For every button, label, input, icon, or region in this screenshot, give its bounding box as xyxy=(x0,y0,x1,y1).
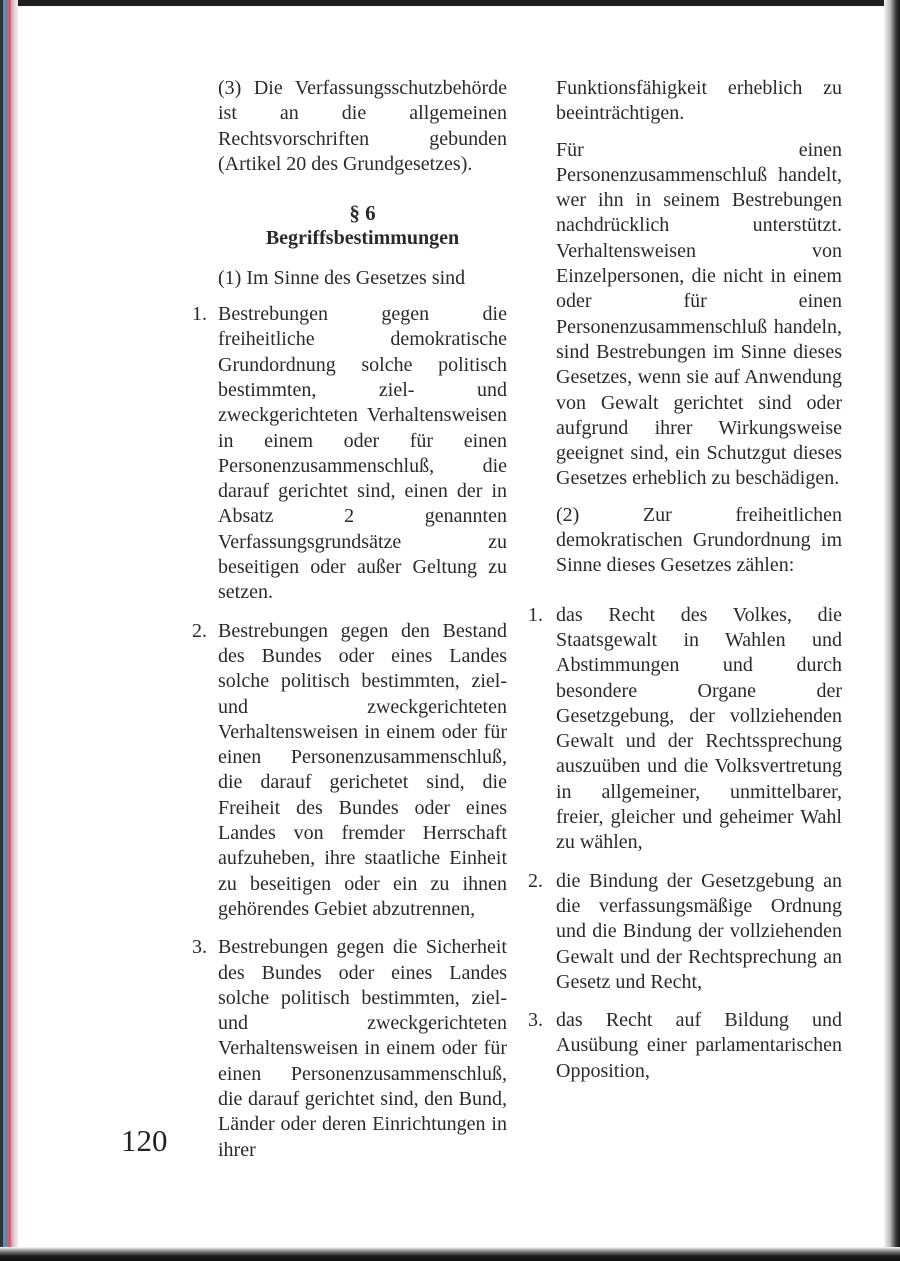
list-item-number: 1. xyxy=(528,603,543,626)
list-item-number: 2. xyxy=(528,869,543,892)
list-item-text: das Recht auf Bildung und Ausübung einer parlamentarischen Opposition, xyxy=(556,1009,842,1082)
scan-top-edge xyxy=(0,0,900,6)
list-item xyxy=(192,935,507,1163)
list-item-text: Bestrebungen gegen die freiheitliche demokratische Grundordnung solche politisch bestimmten, ziel- und zweckgerichteten Verhaltensweisen in einem oder für einen Personenzusammenschluß, die darauf gerichtet sind, einen der in Absatz 2 genannten Verfassungsgrundsätze zu beseitigen oder außer Geltung zu setzen. xyxy=(218,303,507,604)
scan-bottom-edge xyxy=(0,1247,900,1261)
paragraph-3: (3) Die Verfassungsschutzbehörde ist an die allgemeinen Rechtsvorschriften gebunden (Artikel 20 des Grundgesetzes). xyxy=(218,77,507,175)
list-item xyxy=(528,1008,842,1084)
paragraph-definition: Für einen Personenzusammenschluß handelt, wer ihn in seinem Bestrebungen nachdrücklich unterstützt. Verhaltensweisen von Einzelpersonen, die nicht in einem oder für einen Personenzusammenschluß handeln, sind Bestrebungen im Sinne dieses Gesetzes, wenn sie auf Anwendung von Gewalt gerichtet sind oder aufgrund ihrer Wirkungsweise geeignet sind, ein Schutzgut dieses Gesetzes erheblich zu beschädigen. xyxy=(556,138,842,490)
list-item-text: Bestrebungen gegen die Sicherheit des Bundes oder eines Landes solche politisch bestimmten, ziel- und zweckgerichteten Verhaltensweisen in einem oder für einen Personenzusammenschluß, die darauf gerichtet sind, den Bund, Länder oder deren Einrichtungen in ihrer xyxy=(218,936,507,1161)
left-column xyxy=(192,76,507,1176)
page-number: 120 xyxy=(121,1123,168,1158)
list-item-text: das Recht des Volkes, die Staatsgewalt in Wahlen und Abstimmungen und durch besondere Organe der Gesetzgebung, der vollziehenden Gewalt und der Rechtssprechung auszuüben und die Volksvertretung in allgemeiner, unmittelbarer, freier, gleicher und geheimer Wahl zu wählen, xyxy=(556,603,842,854)
section-number: § 6 xyxy=(349,201,376,226)
right-column xyxy=(528,76,842,1097)
continuation-text: Funktionsfähigkeit erheblich zu beeinträchtigen. xyxy=(556,77,842,125)
list-item xyxy=(528,603,842,856)
scan-right-edge xyxy=(884,0,900,1261)
list-item-number: 1. xyxy=(192,303,207,326)
list-item-number: 2. xyxy=(192,619,207,642)
list-item-number: 3. xyxy=(192,936,207,959)
list-item-text: Bestrebungen gegen den Bestand des Bundes oder eines Landes solche politisch bestimmten, ziel- und zweckgerichteten Verhaltensweisen in einem oder für einen Personenzusammenschluß, die darauf gerichetet sind, die Freiheit des Bundes oder eines Landes von fremder Herrschaft aufzuheben, ihre staatliche Einheit zu beseitigen oder ein zu ihnen gehörendes Gebiet abzutrennen, xyxy=(218,619,507,920)
list-item xyxy=(192,302,507,606)
paragraph-1-intro: (1) Im Sinne des Gesetzes sind xyxy=(218,266,466,289)
section-title: Begriffsbestimmungen xyxy=(265,227,460,250)
book-spine-edge xyxy=(0,0,18,1261)
list-item-text: die Bindung der Gesetzgebung an die verfassungsmäßige Ordnung und die Bindung der vollziehenden Gewalt und der Rechtsprechung an Gesetz und Recht, xyxy=(556,869,842,993)
list-item-number: 3. xyxy=(528,1009,543,1032)
paragraph-2-intro: (2) Zur freiheitlichen demokratischen Grundordnung im Sinne dieses Gesetzes zählen: xyxy=(556,503,842,577)
list-item xyxy=(192,619,507,923)
list-item xyxy=(528,869,842,995)
